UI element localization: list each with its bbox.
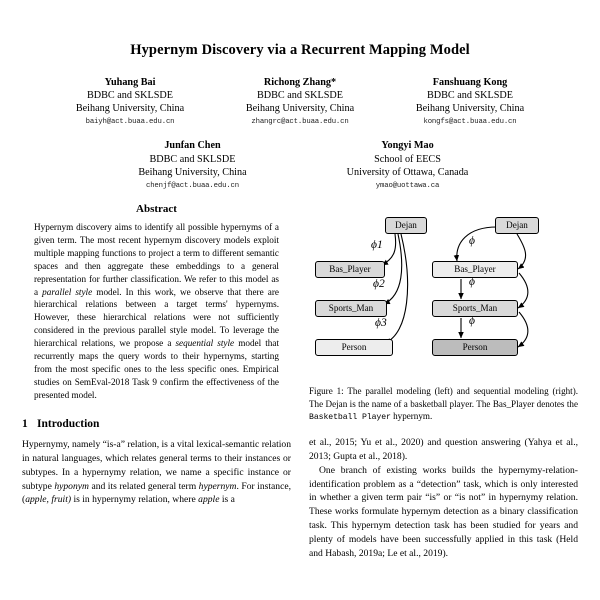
figure-1 bbox=[309, 203, 578, 424]
abstract-heading: Abstract bbox=[136, 202, 177, 215]
author-affiliation-2: Beihang University, China bbox=[138, 166, 247, 178]
author-email: kongfs@act.buaa.edu.cn bbox=[423, 118, 517, 127]
author-name: Junfan Chen bbox=[164, 140, 221, 152]
author-affiliation-1: BDBC and SKLSDE bbox=[86, 90, 174, 102]
node-sports-man-sequential[interactable]: Sports_Man bbox=[432, 300, 518, 317]
author-name: Fanshuang Kong bbox=[432, 77, 508, 88]
author-affiliation-1: BDBC and SKLSDE bbox=[149, 153, 236, 165]
authors-row-2 bbox=[0, 139, 600, 190]
author-name: Yongyi Mao bbox=[381, 140, 434, 152]
author-email: baiyh@act.buaa.edu.cn bbox=[85, 118, 175, 127]
author-name: Richong Zhang* bbox=[263, 77, 337, 88]
edge-label-phi-2: ϕ2 bbox=[373, 277, 385, 290]
figure-1-caption bbox=[309, 385, 578, 424]
edge-label-phi-seq-1: ϕ bbox=[469, 234, 475, 247]
node-sports-man-parallel[interactable]: Sports_Man bbox=[315, 300, 387, 317]
author-affiliation-2: Beihang University, China bbox=[415, 103, 525, 115]
body-columns bbox=[0, 203, 600, 561]
author-affiliation-2: University of Ottawa, Canada bbox=[346, 166, 469, 178]
introduction-paragraph-1: Hypernymy, namely “is-a” relation, is a vital lexical-semantic relation in natural languages, which relates general terms to their instances or subtypes. In a hypernymy relation, we name a specific instance or subtype hyponym and its related general term hypernym. For instance, (apple, fruit) is in hypernymy relation, where apple is a bbox=[22, 438, 291, 506]
author-affiliation-1: BDBC and SKLSDE bbox=[426, 90, 514, 102]
figure-1-diagram bbox=[309, 203, 578, 381]
edge-label-phi-seq-3: ϕ bbox=[469, 314, 475, 327]
abstract-body: Hypernym discovery aims to identify all possible hypernyms of a given term. The most recent hypernym discovery models exploit multiple mapping functions to project a term to different semantic spaces and then aggregate these embeddings to a general representation for further classification. We refer to this model as a parallel style model. In this work, we observe that there are hierarchical relations between a target terms' hypernyms. However, these hierarchical relations were not sufficiently considered in the previous parallel style model. To leverage the hierarchical relations, we propose a sequential style model that recurrently maps the query words to their hypernyms, starting from the most specific ones to the less specific ones. Empirical studies on SemEval-2018 Task 9 confirm the effectiveness of the presented model. bbox=[34, 221, 280, 400]
author-email: ymao@uottawa.ca bbox=[375, 181, 440, 190]
figure-caption-mono: Basketball Player bbox=[309, 413, 391, 423]
author-block bbox=[215, 76, 385, 127]
section-number: 1 bbox=[22, 417, 28, 430]
author-affiliation-1: BDBC and SKLSDE bbox=[256, 90, 344, 102]
author-email: chenjf@act.buaa.edu.cn bbox=[145, 181, 240, 190]
author-block bbox=[85, 139, 300, 190]
authors-row-1 bbox=[0, 76, 600, 127]
page-title: Hypernym Discovery via a Recurrent Mapping Model bbox=[130, 42, 470, 58]
right-column-continued-text: et al., 2015; Yu et al., 2020) and question answering (Yahya et al., 2013; Gupta et al., 2018). bbox=[309, 436, 578, 462]
node-dejan-parallel[interactable]: Dejan bbox=[385, 217, 427, 234]
author-email: zhangrc@act.buaa.edu.cn bbox=[251, 118, 349, 127]
author-affiliation-1: School of EECS bbox=[374, 153, 441, 165]
node-bas-player-parallel[interactable]: Bas_Player bbox=[315, 261, 385, 278]
edge-label-phi-1: ϕ1 bbox=[371, 238, 383, 251]
left-column bbox=[22, 203, 291, 561]
author-affiliation-2: Beihang University, China bbox=[75, 103, 185, 115]
figure-label: Figure 1: bbox=[309, 385, 344, 396]
right-column-paragraph-2: One branch of existing works builds the hypernymy-relation-identification problem as a “detection” task, which is only interested in whether a given term pair “is” or “is not” in hypernymy relation. These works formulate hypernym detection as a binary classification task. This hypernym detection task has been studied for years and plenty of models have been successfully applied in this task (Held and Habash, 2019a; Le et al., 2019). bbox=[309, 464, 578, 560]
author-affiliation-2: Beihang University, China bbox=[245, 103, 355, 115]
author-name: Yuhang Bai bbox=[104, 77, 156, 88]
author-block bbox=[300, 139, 515, 190]
section-title: Introduction bbox=[37, 417, 100, 430]
figure-caption-text-1: The parallel modeling (left) and sequential modeling (right). The Dejan is the name of a basketball player. The Bas_Player denotes the bbox=[309, 385, 578, 409]
node-person-parallel[interactable]: Person bbox=[315, 339, 393, 356]
author-block bbox=[45, 76, 215, 127]
introduction-heading bbox=[22, 418, 291, 430]
node-dejan-sequential[interactable]: Dejan bbox=[495, 217, 539, 234]
author-block bbox=[385, 76, 555, 127]
edge-label-phi-seq-2: ϕ bbox=[469, 275, 475, 288]
figure-caption-text-2: hypernym. bbox=[390, 411, 433, 422]
edge-label-phi-3: ϕ3 bbox=[375, 316, 387, 329]
node-bas-player-sequential[interactable]: Bas_Player bbox=[432, 261, 518, 278]
right-column bbox=[309, 203, 578, 561]
node-person-sequential[interactable]: Person bbox=[432, 339, 518, 356]
